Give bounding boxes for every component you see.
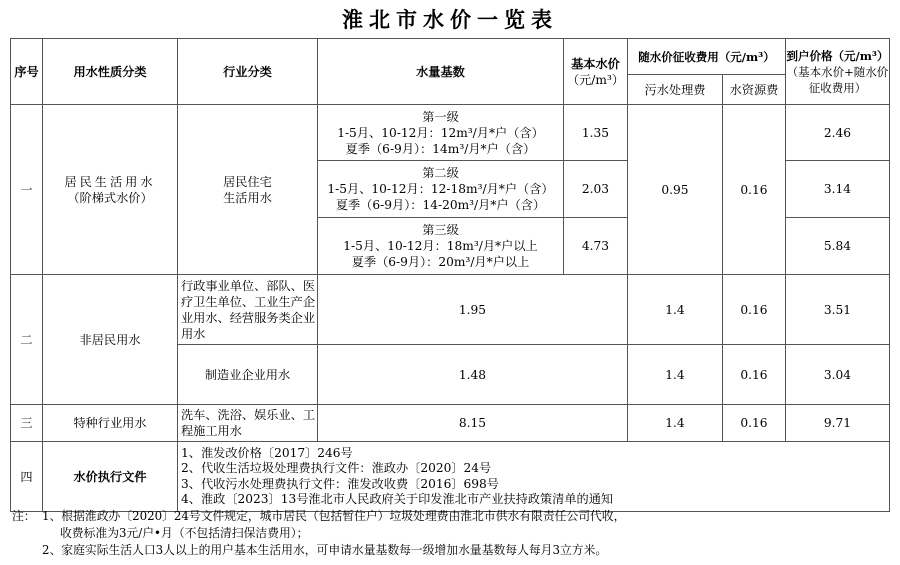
residential-industry-1: 居民住宅 xyxy=(223,174,272,189)
row-seq-1: 一 xyxy=(11,105,43,275)
tier-3-line1: 1-5月、10-12月：18m³/月*户以上 xyxy=(343,239,538,253)
header-resource: 水资源费 xyxy=(723,75,786,105)
non-residential-sewage-2: 1.4 xyxy=(628,345,723,405)
non-residential-industry-1: 行政事业单位、部队、医疗卫生单位、工业生产企业用水、经营服务类企业用水 xyxy=(178,275,318,345)
water-price-table xyxy=(10,38,890,512)
tier-3-price: 4.73 xyxy=(564,218,628,275)
header-category: 用水性质分类 xyxy=(43,39,178,105)
doc-item-2: 2、代收生活垃圾处理费执行文件：淮政办〔2020〕24号 xyxy=(181,461,492,475)
non-residential-price-2: 1.48 xyxy=(318,345,628,405)
tier-2-line1: 1-5月、10-12月：12-18m³/月*户（含） xyxy=(327,182,554,196)
special-total: 9.71 xyxy=(786,405,890,442)
tier-2-total: 3.14 xyxy=(786,161,890,218)
tier-2-price: 2.03 xyxy=(564,161,628,218)
note-2: 2、家庭实际生活人口3人以上的用户基本生活用水，可申请水量基数每一级增加水量基数每人每月3立方米。 xyxy=(42,543,608,557)
row-seq-2: 二 xyxy=(11,275,43,405)
special-resource: 0.16 xyxy=(723,405,786,442)
header-total-note: （基本水价+随水价征收费用） xyxy=(786,64,889,95)
tier-2-volume xyxy=(318,161,564,218)
residential-category-label: 居民生活用水 xyxy=(64,174,156,189)
header-surcharge: 随水价征收费用（元/m³） xyxy=(628,39,786,75)
special-industry: 洗车、洗浴、娱乐业、工程施工用水 xyxy=(178,405,318,442)
special-sewage: 1.4 xyxy=(628,405,723,442)
residential-category xyxy=(43,105,178,275)
tier-1-line2: 夏季（6-9月）：14m³/月*户（含） xyxy=(345,141,536,156)
header-sewage: 污水处理费 xyxy=(628,75,723,105)
non-residential-total-2: 3.04 xyxy=(786,345,890,405)
tier-2-line2: 夏季（6-9月）：14-20m³/月*户（含） xyxy=(335,198,546,212)
row-seq-4: 四 xyxy=(11,442,43,512)
row-seq-3: 三 xyxy=(11,405,43,442)
residential-sewage: 0.95 xyxy=(628,105,723,275)
non-residential-price-1: 1.95 xyxy=(318,275,628,345)
residential-category-note: （阶梯式水价） xyxy=(67,190,153,205)
non-residential-total-1: 3.51 xyxy=(786,275,890,345)
notes xyxy=(12,508,892,559)
header-industry: 行业分类 xyxy=(178,39,318,105)
note-1b: 收费标准为3元/户•月（不包括清扫保洁费用）； xyxy=(60,526,309,540)
note-1a: 1、根据淮政办〔2020〕24号文件规定，城市居民（包括暂住户）垃圾处理费由淮北市供水有限责任公司代收， xyxy=(42,509,626,523)
notes-label: 注： xyxy=(12,509,36,523)
header-base-price-unit: （元/m³） xyxy=(566,72,625,87)
doc-item-4: 4、淮政〔2023〕13号淮北市人民政府关于印发淮北市产业扶持政策清单的通知 xyxy=(181,492,614,506)
residential-resource: 0.16 xyxy=(723,105,786,275)
tier-1-head: 第一级 xyxy=(422,109,459,124)
residential-industry-2: 生活用水 xyxy=(223,190,272,205)
tier-1-price: 1.35 xyxy=(564,105,628,161)
tier-1-volume xyxy=(318,105,564,161)
header-total xyxy=(786,39,890,105)
non-residential-category: 非居民用水 xyxy=(43,275,178,405)
residential-industry xyxy=(178,105,318,275)
page-title: 淮北市水价一览表 xyxy=(342,7,558,32)
non-residential-industry-2: 制造业企业用水 xyxy=(178,345,318,405)
tier-3-total: 5.84 xyxy=(786,218,890,275)
docs-list xyxy=(178,442,890,512)
header-seq: 序号 xyxy=(11,39,43,105)
tier-2-head: 第二级 xyxy=(422,166,459,180)
tier-1-line1: 1-5月、10-12月：12m³/月*户（含） xyxy=(337,125,544,140)
doc-item-1: 1、淮发改价格〔2017〕246号 xyxy=(181,445,353,460)
special-price: 8.15 xyxy=(318,405,628,442)
doc-item-3: 3、代收污水处理费执行文件：淮发改收费〔2016〕698号 xyxy=(181,476,499,491)
header-volume: 水量基数 xyxy=(318,39,564,105)
tier-1-total: 2.46 xyxy=(786,105,890,161)
header-total-label: 到户价格（元/m³） xyxy=(786,48,889,63)
docs-label: 水价执行文件 xyxy=(43,442,178,512)
header-base-price xyxy=(564,39,628,105)
tier-3-head: 第三级 xyxy=(422,223,459,237)
non-residential-sewage-1: 1.4 xyxy=(628,275,723,345)
tier-3-line2: 夏季（6-9月）：20m³/月*户以上 xyxy=(351,255,530,269)
non-residential-resource-1: 0.16 xyxy=(723,275,786,345)
special-category: 特种行业用水 xyxy=(43,405,178,442)
header-base-price-label: 基本水价 xyxy=(571,56,620,71)
non-residential-resource-2: 0.16 xyxy=(723,345,786,405)
tier-3-volume xyxy=(318,218,564,275)
